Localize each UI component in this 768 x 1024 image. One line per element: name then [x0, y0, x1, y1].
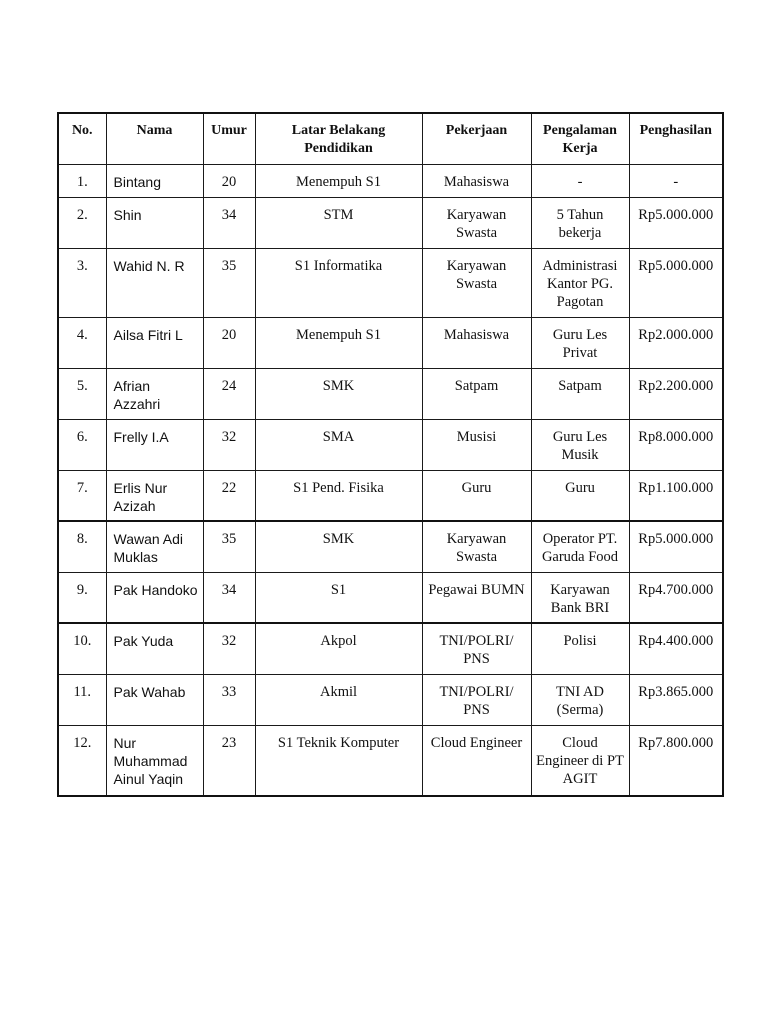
cell-pengalaman: Polisi — [531, 623, 629, 674]
cell-nama: Wahid N. R — [106, 248, 203, 317]
cell-penghasilan: Rp7.800.000 — [629, 725, 723, 796]
cell-no: 12. — [58, 725, 106, 796]
cell-no: 9. — [58, 572, 106, 623]
cell-nama: Erlis Nur Azizah — [106, 470, 203, 521]
cell-umur: 35 — [203, 248, 255, 317]
cell-umur: 22 — [203, 470, 255, 521]
cell-nama: Bintang — [106, 164, 203, 197]
cell-umur: 32 — [203, 623, 255, 674]
cell-no: 11. — [58, 674, 106, 725]
header-no: No. — [58, 113, 106, 164]
cell-pengalaman: 5 Tahun bekerja — [531, 197, 629, 248]
cell-nama: Wawan Adi Muklas — [106, 521, 203, 572]
cell-penghasilan: Rp8.000.000 — [629, 419, 723, 470]
cell-pendidikan: S1 Teknik Komputer — [255, 725, 422, 796]
header-penghasilan: Penghasilan — [629, 113, 723, 164]
header-pekerjaan: Pekerjaan — [422, 113, 531, 164]
table-row — [58, 572, 723, 623]
cell-penghasilan: Rp2.000.000 — [629, 317, 723, 368]
cell-umur: 32 — [203, 419, 255, 470]
cell-nama: Pak Wahab — [106, 674, 203, 725]
cell-pekerjaan: Musisi — [422, 419, 531, 470]
cell-no: 3. — [58, 248, 106, 317]
cell-penghasilan: Rp5.000.000 — [629, 197, 723, 248]
cell-pekerjaan: Guru — [422, 470, 531, 521]
cell-umur: 23 — [203, 725, 255, 796]
cell-pendidikan: S1 — [255, 572, 422, 623]
cell-umur: 24 — [203, 368, 255, 419]
table-row — [58, 623, 723, 674]
cell-pengalaman: Satpam — [531, 368, 629, 419]
cell-pengalaman: Operator PT. Garuda Food — [531, 521, 629, 572]
cell-penghasilan: Rp4.400.000 — [629, 623, 723, 674]
cell-nama: Pak Handoko — [106, 572, 203, 623]
cell-umur: 20 — [203, 317, 255, 368]
cell-pendidikan: SMK — [255, 521, 422, 572]
cell-pendidikan: Akmil — [255, 674, 422, 725]
cell-pekerjaan: Mahasiswa — [422, 164, 531, 197]
table-row — [58, 317, 723, 368]
cell-umur: 34 — [203, 572, 255, 623]
header-umur: Umur — [203, 113, 255, 164]
cell-no: 8. — [58, 521, 106, 572]
cell-penghasilan: Rp4.700.000 — [629, 572, 723, 623]
cell-no: 10. — [58, 623, 106, 674]
cell-no: 4. — [58, 317, 106, 368]
cell-pekerjaan: Mahasiswa — [422, 317, 531, 368]
cell-nama: Afrian Azzahri — [106, 368, 203, 419]
cell-pengalaman: Guru Les Privat — [531, 317, 629, 368]
cell-pengalaman: TNI AD (Serma) — [531, 674, 629, 725]
cell-penghasilan: Rp3.865.000 — [629, 674, 723, 725]
cell-umur: 34 — [203, 197, 255, 248]
cell-penghasilan: Rp1.100.000 — [629, 470, 723, 521]
cell-nama: Pak Yuda — [106, 623, 203, 674]
cell-pengalaman: - — [531, 164, 629, 197]
table-body — [58, 164, 723, 796]
header-pengalaman: Pengalaman Kerja — [531, 113, 629, 164]
cell-pekerjaan: Pegawai BUMN — [422, 572, 531, 623]
cell-penghasilan: Rp5.000.000 — [629, 248, 723, 317]
cell-no: 7. — [58, 470, 106, 521]
cell-pengalaman: Administrasi Kantor PG. Pagotan — [531, 248, 629, 317]
header-nama: Nama — [106, 113, 203, 164]
table-row — [58, 674, 723, 725]
header-row — [58, 113, 723, 164]
cell-pendidikan: S1 Pend. Fisika — [255, 470, 422, 521]
table-row — [58, 470, 723, 521]
cell-nama: Frelly I.A — [106, 419, 203, 470]
cell-umur: 35 — [203, 521, 255, 572]
cell-nama: Shin — [106, 197, 203, 248]
cell-pendidikan: SMK — [255, 368, 422, 419]
cell-no: 1. — [58, 164, 106, 197]
cell-penghasilan: Rp2.200.000 — [629, 368, 723, 419]
cell-umur: 33 — [203, 674, 255, 725]
cell-umur: 20 — [203, 164, 255, 197]
table-row — [58, 725, 723, 796]
header-pendidikan: Latar Belakang Pendidikan — [255, 113, 422, 164]
cell-penghasilan: Rp5.000.000 — [629, 521, 723, 572]
table-row — [58, 368, 723, 419]
cell-penghasilan: - — [629, 164, 723, 197]
cell-nama: Ailsa Fitri L — [106, 317, 203, 368]
cell-pendidikan: STM — [255, 197, 422, 248]
cell-no: 6. — [58, 419, 106, 470]
cell-pekerjaan: Karyawan Swasta — [422, 248, 531, 317]
cell-no: 2. — [58, 197, 106, 248]
cell-pekerjaan: TNI/POLRI/ PNS — [422, 674, 531, 725]
cell-pengalaman: Karyawan Bank BRI — [531, 572, 629, 623]
table-row — [58, 197, 723, 248]
cell-pengalaman: Guru Les Musik — [531, 419, 629, 470]
cell-pekerjaan: TNI/POLRI/ PNS — [422, 623, 531, 674]
cell-pendidikan: Menempuh S1 — [255, 164, 422, 197]
cell-pendidikan: Menempuh S1 — [255, 317, 422, 368]
cell-pendidikan: S1 Informatika — [255, 248, 422, 317]
cell-no: 5. — [58, 368, 106, 419]
cell-pekerjaan: Satpam — [422, 368, 531, 419]
cell-pengalaman: Cloud Engineer di PT AGIT — [531, 725, 629, 796]
table-row — [58, 164, 723, 197]
cell-pendidikan: SMA — [255, 419, 422, 470]
cell-pekerjaan: Karyawan Swasta — [422, 197, 531, 248]
table-row — [58, 521, 723, 572]
table-row — [58, 248, 723, 317]
cell-pekerjaan: Karyawan Swasta — [422, 521, 531, 572]
cell-nama: Nur Muhammad Ainul Yaqin — [106, 725, 203, 796]
cell-pengalaman: Guru — [531, 470, 629, 521]
cell-pendidikan: Akpol — [255, 623, 422, 674]
cell-pekerjaan: Cloud Engineer — [422, 725, 531, 796]
table-row — [58, 419, 723, 470]
data-table — [57, 112, 724, 797]
